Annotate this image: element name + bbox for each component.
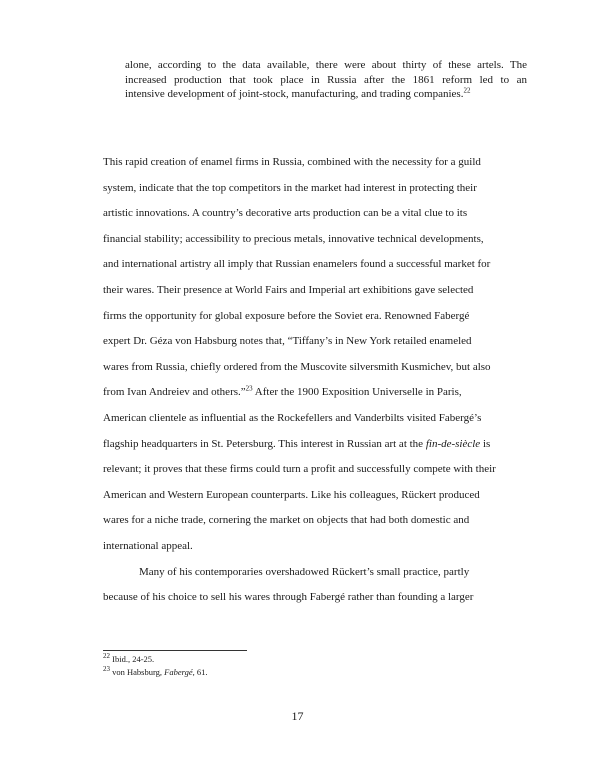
body-line: American clientele as influential as the Rockefellers and Vanderbilts visited Fabergé’s [103,411,482,424]
italic-term: fin-de-siècle [425,437,481,450]
body-line-text: from Ivan Andreiev and others.” [103,386,246,399]
footnote-23 [103,667,208,678]
body-text [103,150,525,611]
page-number: 17 [291,709,304,723]
body-line: financial stability; accessibility to precious metals, innovative technical developments, [103,232,484,245]
footnote-ref-22[interactable]: 22 [463,86,471,95]
footnote-divider [103,650,247,651]
body-line: firms the opportunity for global exposure before the Soviet era. Renowned Fabergé [103,309,470,322]
footnote-text: , 61. [192,667,208,677]
quote-line-text: intensive development of joint-stock, manufacturing, and trading companies. [125,88,464,100]
body-line: international appeal. [103,539,193,552]
quote-line-last [125,87,527,102]
body-line: American and Western European counterparts. Like his colleagues, Rückert produced [103,488,480,501]
body-line: system, indicate that the top competitors in the market had interest in protecting their [103,181,477,194]
body-line: expert Dr. Géza von Habsburg notes that, “Tiffany’s in New York retailed enameled [103,335,472,348]
footnote-number: 22 [103,652,110,661]
body-line: wares from Russia, chiefly ordered from the Muscovite silversmith Kusmichev, but also [103,360,491,373]
footnote-22 [103,654,154,665]
footnote-text: von Habsburg, [110,667,165,677]
body-line: artistic innovations. A country’s decorative arts production can be a vital clue to its [103,207,468,220]
body-line: because of his choice to sell his wares through Fabergé rather than founding a larger [103,591,474,604]
body-line: and international artistry all imply that Russian enamelers found a successful market for [103,258,491,271]
body-line: their wares. Their presence at World Fairs and Imperial art exhibitions gave selected [103,283,474,296]
quote-line: alone, according to the data available, there were about thirty of these artels. The [125,59,527,71]
block-quote [125,58,527,102]
body-line: relevant; it proves that these firms could turn a profit and successfully compete with their [103,463,496,476]
body-line-indented: Many of his contemporaries overshadowed Rückert’s small practice, partly [139,565,470,578]
body-line-text: is [480,437,491,450]
body-line-text: flagship headquarters in St. Petersburg. This interest in Russian art at the [103,437,426,450]
footnote-ref-23[interactable]: 23 [245,384,253,393]
body-line-with-note [103,380,525,406]
quote-line: increased production that took place in Russia after the 1861 reform led to an [125,73,527,86]
body-line-text: After the 1900 Exposition Universelle in Paris, [252,386,462,399]
footnote-italic-title: Fabergé [164,667,193,677]
body-line: wares for a niche trade, cornering the market on objects that had both domestic and [103,514,470,527]
footnote-text: Ibid., 24-25. [110,654,155,664]
body-line: This rapid creation of enamel firms in Russia, combined with the necessity for a guild [103,156,481,168]
footnote-number: 23 [103,665,110,674]
body-line-with-italic [103,432,525,458]
